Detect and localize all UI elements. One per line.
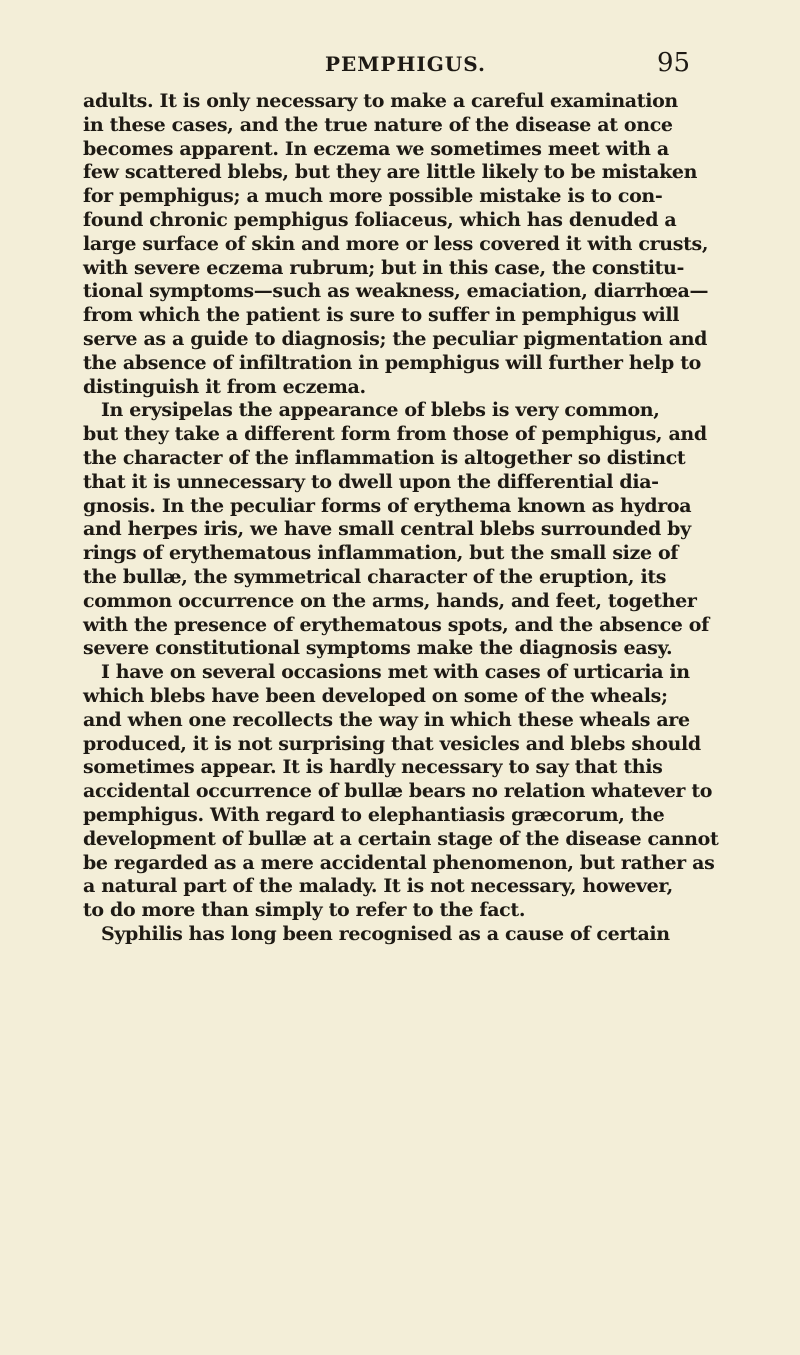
text-line: the bullæ, the symmetrical character of the eruption, its — [83, 565, 667, 588]
text-line: which blebs have been developed on some of the wheals; — [83, 684, 668, 707]
running-title: PEMPHIGUS. — [325, 52, 486, 76]
text-line: from which the patient is sure to suffer in pemphigus will — [83, 304, 680, 327]
text-line: I have on several occasions met with cases of urticaria in — [101, 661, 690, 684]
text-line: adults. It is only necessary to make a careful examination — [83, 90, 678, 112]
text-line: with severe eczema rubrum; but in this case, the constitu- — [83, 256, 685, 279]
text-line: gnosis. In the peculiar forms of erythema known as hydroa — [83, 494, 692, 517]
text-line: sometimes appear. It is hardly necessary to say that this — [83, 756, 663, 779]
text-line: with the presence of erythematous spots, and the absence of — [83, 613, 709, 636]
page-number: 95 — [657, 48, 691, 78]
text-line: to do more than simply to refer to the fact. — [83, 899, 526, 922]
text-line: Syphilis has long been recognised as a cause of certain — [101, 922, 670, 945]
text-line: rings of erythematous inflammation, but the small size of — [83, 542, 679, 565]
text-line: large surface of skin and more or less covered it with crusts, — [83, 232, 709, 255]
text-line: in these cases, and the true nature of the disease at once — [83, 113, 673, 136]
text-line: In erysipelas the appearance of blebs is very common, — [101, 399, 660, 422]
text-line: and when one recollects the way in which these wheals are — [83, 708, 690, 731]
text-line: the character of the inflammation is altogether so distinct — [83, 446, 686, 469]
body-text — [83, 90, 793, 947]
text-line: but they take a different form from those of pemphigus, and — [83, 423, 707, 446]
text-line: severe constitutional symptoms make the diagnosis easy. — [83, 637, 673, 660]
text-line: few scattered blebs, but they are little likely to be mistaken — [83, 161, 698, 184]
text-line: accidental occurrence of bullæ bears no relation whatever to — [83, 780, 713, 803]
text-line: distinguish it from eczema. — [83, 375, 366, 398]
text-line: produced, it is not surprising that vesicles and blebs should — [83, 732, 701, 755]
text-line: the absence of infiltration in pemphigus will further help to — [83, 351, 701, 374]
text-line: and herpes iris, we have small central blebs surrounded by — [83, 518, 691, 541]
text-line: be regarded as a mere accidental phenomenon, but rather as — [83, 851, 715, 874]
text-line: found chronic pemphigus foliaceus, which has denuded a — [83, 208, 677, 231]
text-line: development of bullæ at a certain stage of the disease cannot — [83, 827, 719, 850]
text-line: pemphigus. With regard to elephantiasis græcorum, the — [83, 803, 665, 826]
text-line: serve as a guide to diagnosis; the peculiar pigmentation and — [83, 327, 708, 350]
text-line: tional symptoms—such as weakness, emaciation, diarrhœa— — [83, 280, 709, 303]
text-line: for pemphigus; a much more possible mistake is to con- — [83, 185, 663, 208]
running-head — [0, 48, 800, 78]
text-line: a natural part of the malady. It is not necessary, however, — [83, 875, 673, 898]
text-line: that it is unnecessary to dwell upon the differential dia- — [83, 470, 659, 493]
text-line: common occurrence on the arms, hands, and feet, together — [83, 589, 697, 612]
text-line: becomes apparent. In eczema we sometimes meet with a — [83, 137, 669, 160]
